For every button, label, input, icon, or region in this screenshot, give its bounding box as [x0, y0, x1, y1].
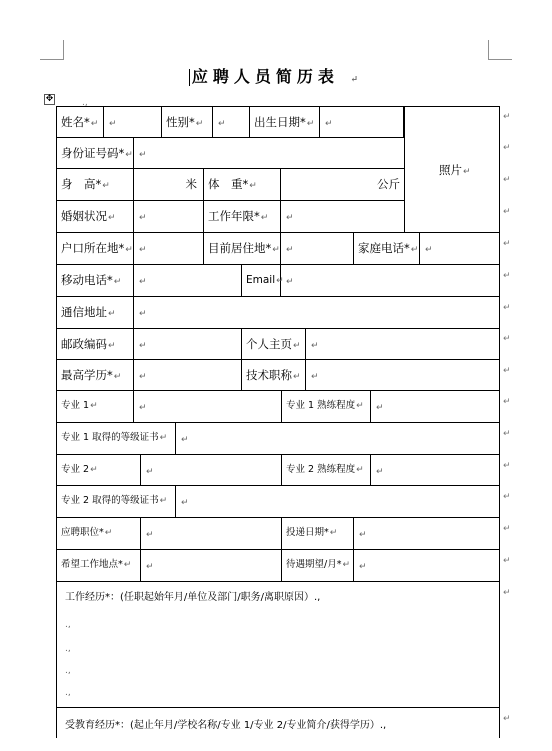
input-home-phone[interactable]: ↵ — [420, 233, 499, 265]
label-work-location: 希望工作地点*↵ — [57, 550, 141, 582]
label-salary-expectation: 待遇期望/月*↵ — [282, 550, 354, 582]
input-salary-expectation[interactable]: ↵ — [354, 550, 499, 582]
paragraph-mark: ., — [82, 98, 88, 108]
input-height[interactable]: 米 — [134, 169, 204, 201]
input-tech-title[interactable]: ↵ — [306, 360, 499, 391]
input-submit-date[interactable]: ↵ — [354, 518, 499, 550]
input-education[interactable]: ↵ — [134, 360, 242, 391]
label-hukou: 户口所在地*↵ — [57, 233, 134, 265]
input-position[interactable]: ↵ — [141, 518, 282, 550]
label-mobile: 移动电话*↵ — [57, 265, 134, 297]
row-end-mark: ↵ — [503, 556, 511, 566]
label-major-1-certificate: 专业 1 取得的等级证书↵ — [57, 423, 176, 455]
label-position: 应聘职位*↵ — [57, 518, 141, 550]
input-major-1-proficiency[interactable]: ↵ — [371, 391, 499, 423]
label-birth-date: 出生日期*↵ — [250, 107, 320, 138]
row-end-mark: ↵ — [503, 429, 511, 439]
row-end-mark: ↵ — [503, 588, 511, 598]
input-major-1[interactable]: ↵ — [134, 391, 282, 423]
form-title: 应聘人员简历表 ↵ — [0, 64, 552, 87]
label-height: 身 高*↵ — [57, 169, 134, 201]
text-cursor — [189, 69, 190, 86]
label-major-2-certificate: 专业 2 取得的等级证书↵ — [57, 486, 176, 518]
page-corner-mark-right — [488, 40, 512, 60]
row-end-mark: ↵ — [503, 714, 511, 724]
label-id-number: 身份证号码*↵ — [57, 138, 134, 169]
row-end-mark: ↵ — [503, 239, 511, 249]
row-end-mark: ↵ — [503, 397, 511, 407]
label-major-2-proficiency: 专业 2 熟练程度↵ — [282, 455, 371, 486]
label-major-1: 专业 1↵ — [57, 391, 134, 423]
input-work-location[interactable]: ↵ — [141, 550, 282, 582]
input-email[interactable]: ↵ — [281, 265, 499, 297]
row-end-mark: ↵ — [503, 175, 511, 185]
input-name[interactable]: ↵ — [104, 107, 162, 138]
row-end-mark: ↵ — [503, 207, 511, 217]
input-major-2[interactable]: ↵ — [141, 455, 282, 486]
input-major-2-proficiency[interactable]: ↵ — [371, 455, 499, 486]
label-weight: 体 重*↵ — [204, 169, 281, 201]
empty-line-mark: ., — [65, 666, 71, 676]
input-major-1-certificate[interactable]: ↵ — [176, 423, 499, 455]
row-end-mark: ↵ — [503, 334, 511, 344]
input-id-number[interactable]: ↵ — [134, 138, 404, 169]
row-end-mark: ↵ — [503, 143, 511, 153]
row-end-mark: ↵ — [503, 112, 511, 122]
table-move-handle-icon[interactable]: ✥ — [45, 94, 54, 104]
row-end-mark: ↵ — [503, 461, 511, 471]
label-work-experience: 工作经历*：(任职起始年月/单位及部门/职务/离职原因）., — [65, 592, 321, 603]
input-gender[interactable]: ↵ — [213, 107, 250, 138]
input-major-2-certificate[interactable]: ↵ — [176, 486, 499, 518]
row-end-mark: ↵ — [503, 524, 511, 534]
empty-line-mark: ., — [65, 688, 71, 698]
label-education-history: 受教育经历*：(起止年月/学校名称/专业 1/专业 2/专业简介/获得学历）., — [65, 720, 387, 731]
input-birth-date[interactable]: ↵ — [320, 107, 404, 138]
input-residence[interactable]: ↵ — [281, 233, 354, 265]
input-work-years[interactable]: ↵ — [281, 201, 404, 233]
label-work-years: 工作年限*↵ — [204, 201, 281, 233]
input-weight[interactable]: 公斤 — [281, 169, 404, 201]
label-email: Email↵ — [242, 265, 281, 297]
education-history-section[interactable] — [56, 708, 500, 738]
label-homepage: 个人主页↵ — [242, 329, 306, 360]
label-residence: 目前居住地*↵ — [204, 233, 281, 265]
row-end-mark: ↵ — [503, 366, 511, 376]
input-marital-status[interactable]: ↵ — [134, 201, 204, 233]
label-gender: 性别*↵ — [162, 107, 213, 138]
empty-line-mark: ., — [65, 644, 71, 654]
row-end-mark: ↵ — [503, 492, 511, 502]
label-home-phone: 家庭电话*↵ — [354, 233, 420, 265]
label-postcode: 邮政编码↵ — [57, 329, 134, 360]
label-major-1-proficiency: 专业 1 熟练程度↵ — [282, 391, 371, 423]
empty-line-mark: ., — [65, 620, 71, 630]
input-homepage[interactable]: ↵ — [306, 329, 499, 360]
label-name: 姓名*↵ — [57, 107, 104, 138]
input-address[interactable]: ↵ — [134, 297, 499, 329]
label-marital-status: 婚姻状况↵ — [57, 201, 134, 233]
work-experience-section[interactable] — [56, 582, 500, 708]
input-postcode[interactable]: ↵ — [134, 329, 242, 360]
input-hukou[interactable]: ↵ — [134, 233, 204, 265]
page-corner-mark-left — [40, 40, 64, 60]
row-end-mark: ↵ — [503, 303, 511, 313]
label-tech-title: 技术职称↵ — [242, 360, 306, 391]
photo-box[interactable]: 照片↵ — [404, 107, 499, 233]
input-mobile[interactable]: ↵ — [134, 265, 242, 297]
label-major-2: 专业 2↵ — [57, 455, 141, 486]
label-address: 通信地址↵ — [57, 297, 134, 329]
label-submit-date: 投递日期*↵ — [282, 518, 354, 550]
label-education: 最高学历*↵ — [57, 360, 134, 391]
row-end-mark: ↵ — [503, 271, 511, 281]
